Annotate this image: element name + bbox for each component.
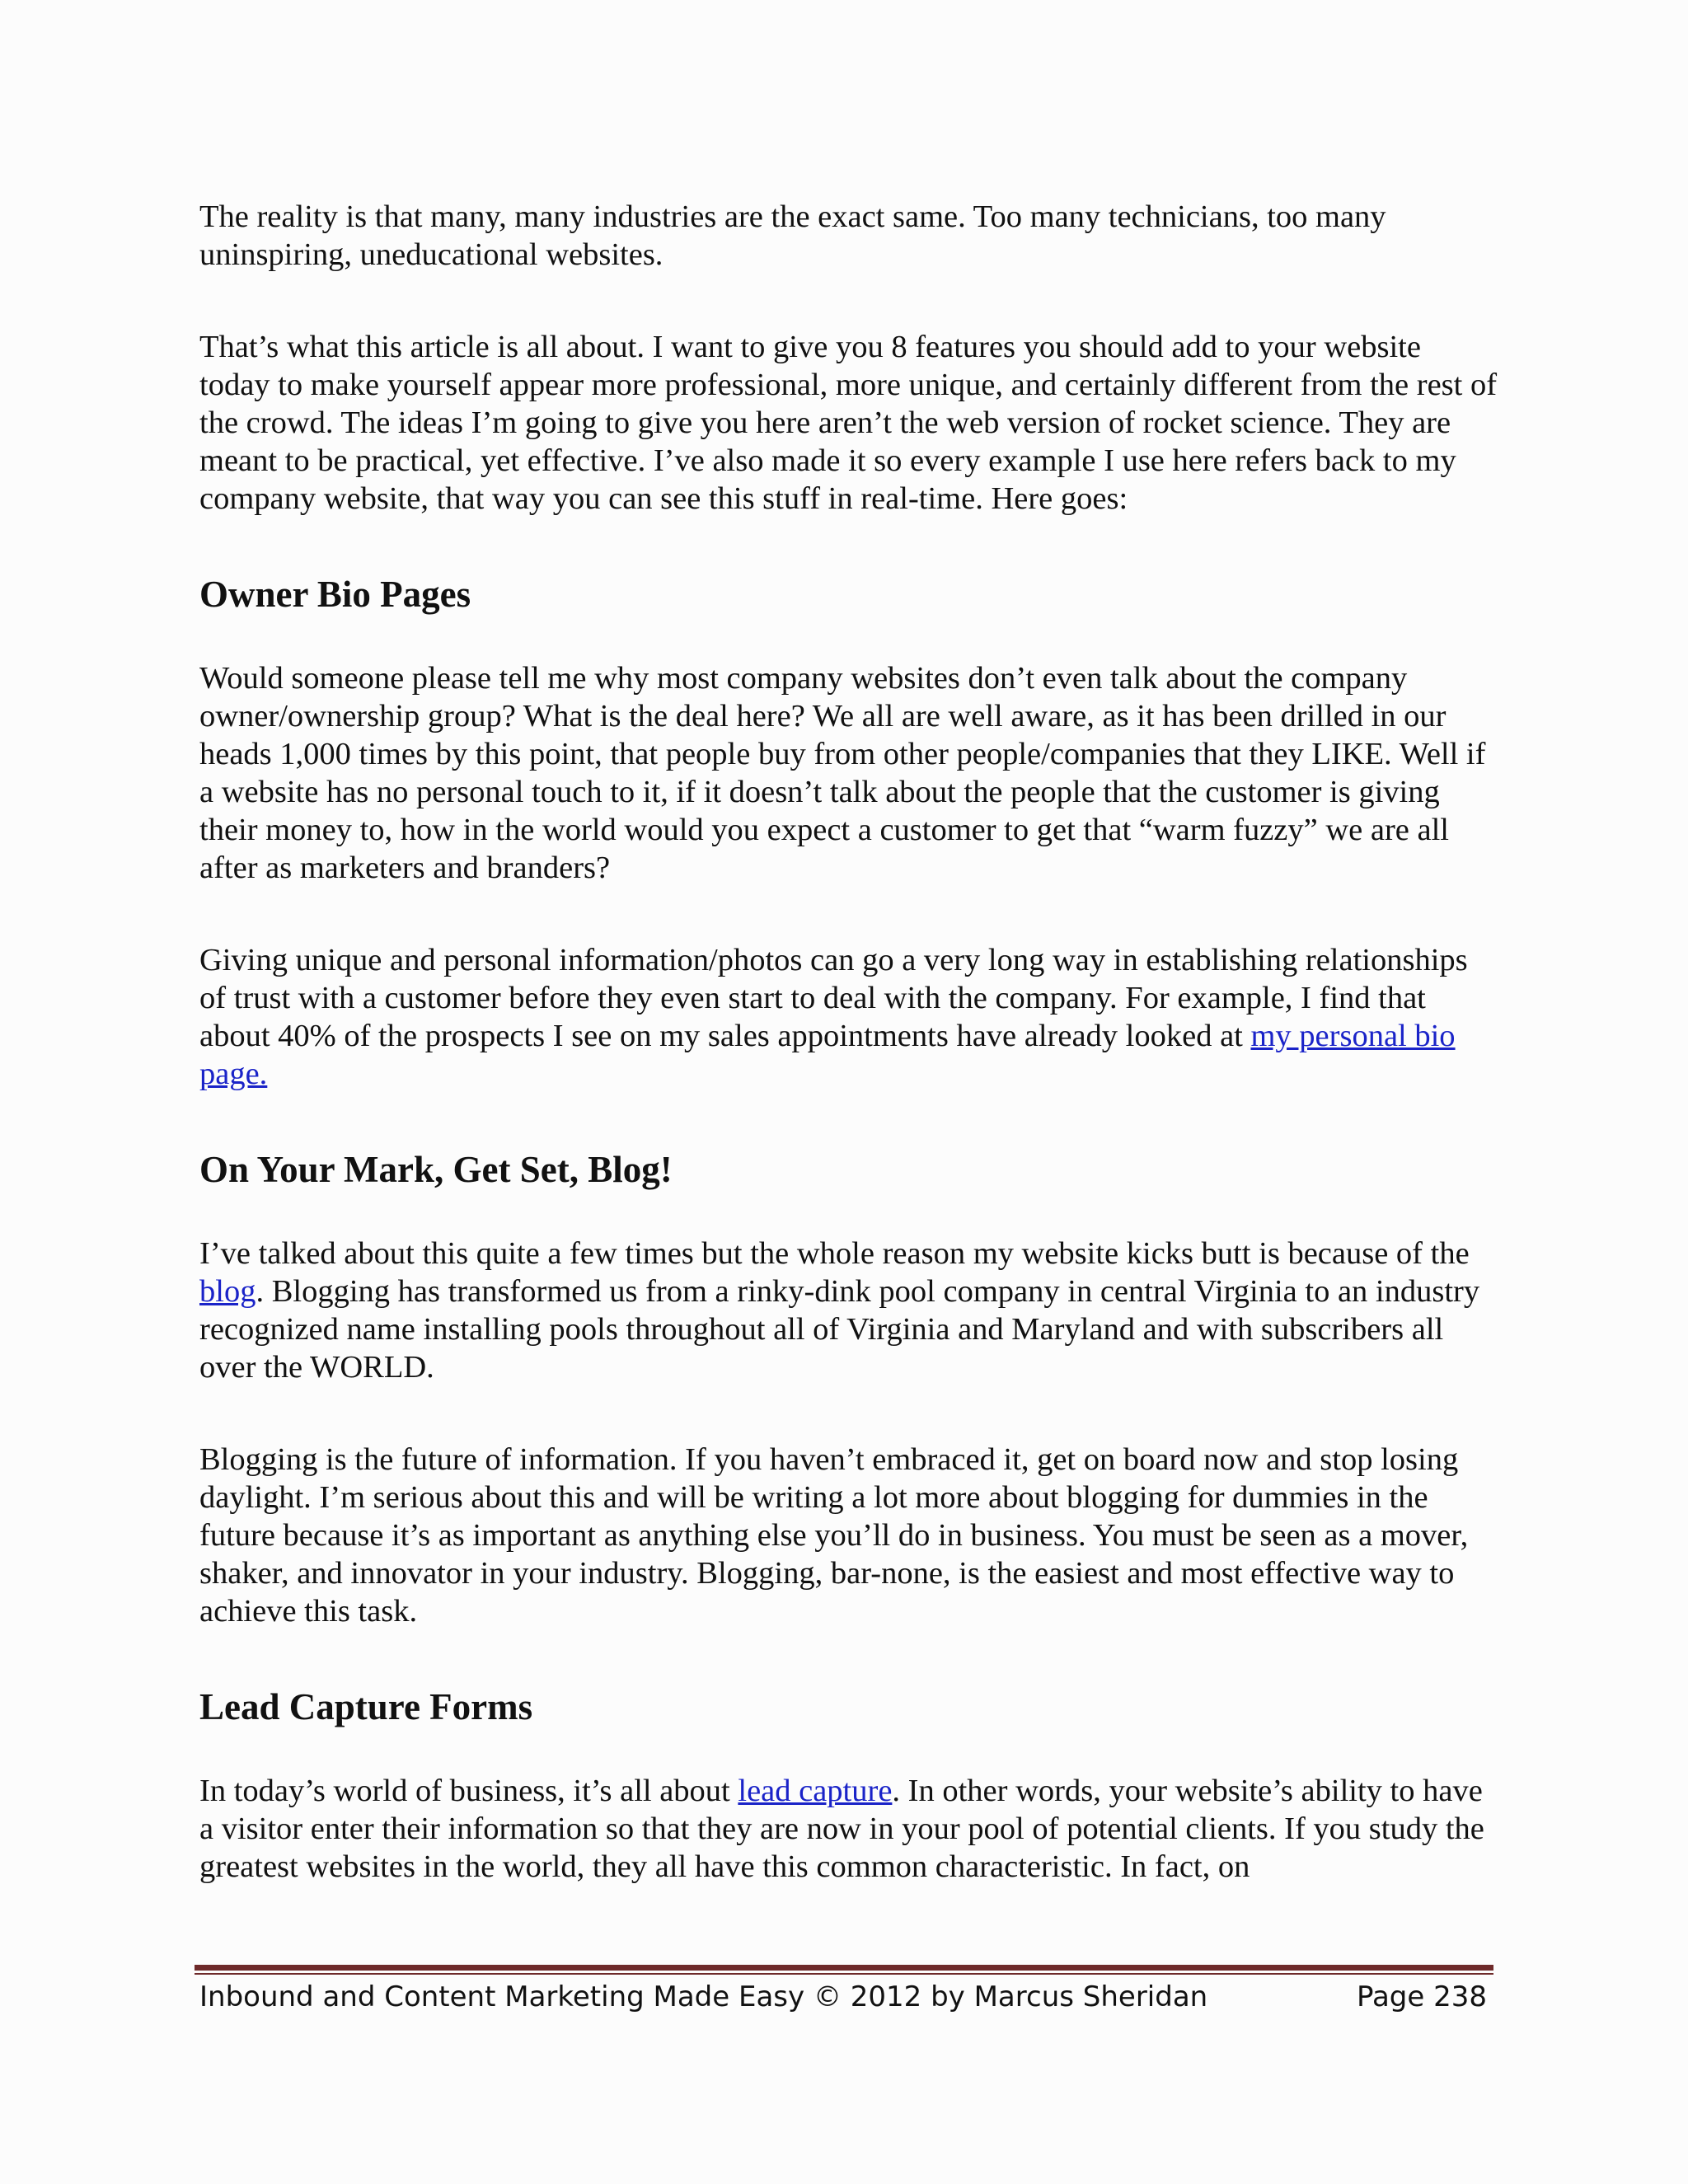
page-body (199, 198, 1498, 1940)
heading-lead-capture-forms: Lead Capture Forms (199, 1686, 533, 1727)
paragraph-article-intro: That’s what this article is all about. I want to give you 8 features you should add to your website today to make yourself appear more professional, more unique, and certainly different from the rest of the crowd. The ideas I’m going to give you here aren’t the web version of rocket science. They are meant to be practical, yet effective. I’ve also made it so every example I use here refers back to my company website, that way you can see this stuff in real-time. Here goes: (199, 330, 1498, 516)
paragraph-text: Giving unique and personal information/photos can go a very long way in establishing relationships of trust with a customer before they even start to deal with the company. For example, I find that about 40% of the prospects I see on my sales appointments have already looked at (199, 943, 1468, 1053)
paragraph-text: . In other words, your website’s ability to have a visitor enter their information so that they are now in your pool of potential clients. If you study the greatest websites in the world, they all have this common characteristic. In fact, on (199, 1774, 1484, 1884)
page-number: Page 238 (1356, 1980, 1487, 2013)
footer-divider-thin (195, 1973, 1493, 1975)
paragraph-owner-bio: Would someone please tell me why most company websites don’t even talk about the company owner/ownership group? What is the deal here? We all are well aware, as it has been drilled in our heads 1,000 times by this point, that people buy from other people/companies that they LIKE. Well if a website has no personal touch to it, if it doesn’t talk about the people that the customer is giving their money to, how in the world would you expect a customer to get that “warm fuzzy” we are all after as marketers and branders? (199, 661, 1486, 885)
heading-blog: On Your Mark, Get Set, Blog! (199, 1149, 673, 1190)
blog-link[interactable]: blog (199, 1274, 256, 1309)
paragraph-industries: The reality is that many, many industries are the exact same. Too many technicians, too many uninspiring, uneducational websites. (199, 199, 1386, 272)
paragraph-blog-reason (199, 1235, 1498, 1386)
paragraph-personal-info (199, 941, 1498, 1093)
paragraph-lead-capture (199, 1772, 1498, 1886)
paragraph-blog-future: Blogging is the future of information. If you haven’t embraced it, get on board now and stop losing daylight. I’m serious about this and will be writing a lot more about blogging for dummies in the future because it’s as important as anything else you’ll do in business. You must be seen as a mover, shaker, and innovator in your industry. Blogging, bar-none, is the easiest and most effective way to achieve this task. (199, 1442, 1469, 1629)
personal-bio-page-link[interactable]: my personal bio page. (199, 1019, 1456, 1091)
footer-divider-thick (195, 1965, 1493, 1971)
heading-owner-bio-pages: Owner Bio Pages (199, 574, 471, 615)
lead-capture-link[interactable]: lead capture (738, 1774, 893, 1808)
footer-copyright: Inbound and Content Marketing Made Easy © 2012 by Marcus Sheridan (199, 1980, 1208, 2013)
paragraph-text: . Blogging has transformed us from a rinky-dink pool company in central Virginia to an industry recognized name installing pools throughout all of Virginia and Maryland and with subscribers all over the WORLD. (199, 1274, 1480, 1385)
paragraph-text: I’ve talked about this quite a few times but the whole reason my website kicks butt is because of the (199, 1236, 1470, 1271)
paragraph-text: In today’s world of business, it’s all about (199, 1774, 738, 1808)
